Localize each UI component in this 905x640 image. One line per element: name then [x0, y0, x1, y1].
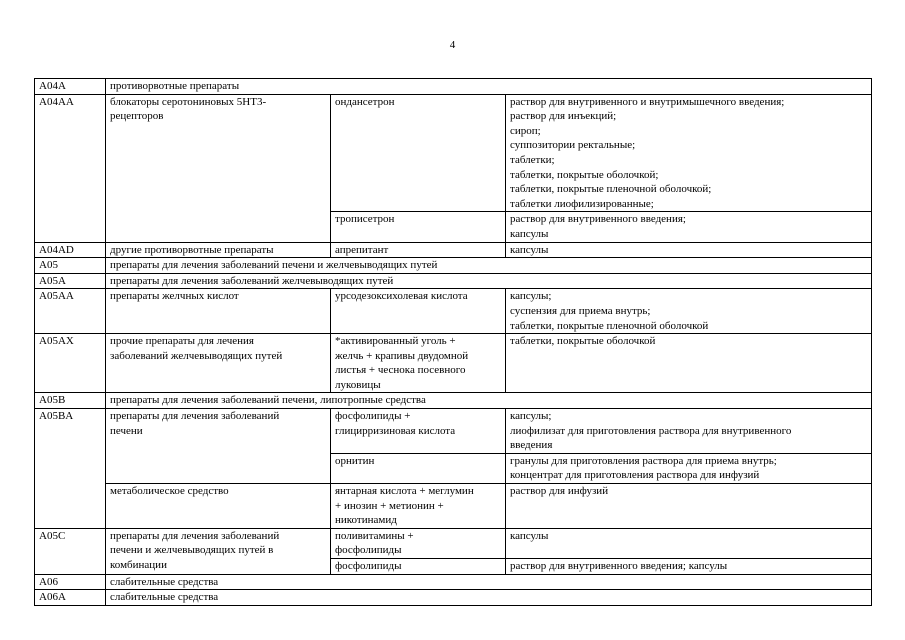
- table-row: [35, 258, 872, 274]
- atc-code-cell: A05B: [35, 393, 106, 409]
- table-row: [35, 590, 872, 606]
- table-row: [35, 289, 872, 334]
- atc-code-cell: A05BA: [35, 409, 106, 529]
- group-name-cell: препараты для лечения заболеваний печени: [106, 409, 331, 484]
- drug-name-cell: орнитин: [331, 453, 506, 483]
- table-row: [35, 393, 872, 409]
- group-name-cell: препараты для лечения заболеваний печени и желчевыводящих путей в комбинации: [106, 528, 331, 574]
- dosage-forms-cell: раствор для внутривенного введения; капсулы: [506, 559, 872, 575]
- atc-code-cell: A05AX: [35, 334, 106, 393]
- drug-name-cell: поливитамины + фосфолипиды: [331, 528, 506, 558]
- dosage-forms-cell: таблетки, покрытые оболочкой: [506, 334, 872, 393]
- dosage-forms-cell: раствор для инфузий: [506, 484, 872, 529]
- table-row: [35, 484, 872, 529]
- atc-code-cell: A04AD: [35, 242, 106, 258]
- atc-code-cell: A04AA: [35, 94, 106, 242]
- table-row: [35, 409, 872, 454]
- atc-code-cell: A05AA: [35, 289, 106, 334]
- group-name-cell: препараты для лечения заболеваний печени и желчевыводящих путей: [106, 258, 872, 274]
- table-row: [35, 334, 872, 393]
- group-name-cell: блокаторы серотониновых 5НТ3- рецепторов: [106, 94, 331, 242]
- atc-code-cell: A05: [35, 258, 106, 274]
- dosage-forms-cell: раствор для внутривенного введения; капсулы: [506, 212, 872, 242]
- drug-name-cell: янтарная кислота + меглумин + инозин + метионин + никотинамид: [331, 484, 506, 529]
- atc-code-cell: A04A: [35, 79, 106, 95]
- table-row: [35, 242, 872, 258]
- group-name-cell: препараты желчных кислот: [106, 289, 331, 334]
- drug-name-cell: апрепитант: [331, 242, 506, 258]
- group-name-cell: препараты для лечения заболеваний желчевыводящих путей: [106, 273, 872, 289]
- atc-code-cell: A05C: [35, 528, 106, 574]
- dosage-forms-cell: капсулы; суспензия для приема внутрь; таблетки, покрытые пленочной оболочкой: [506, 289, 872, 334]
- table-row: [35, 94, 872, 212]
- table-row: [35, 528, 872, 558]
- group-name-cell: слабительные средства: [106, 590, 872, 606]
- dosage-forms-cell: гранулы для приготовления раствора для приема внутрь; концентрат для приготовления раствора для инфузий: [506, 453, 872, 483]
- table-row: [35, 273, 872, 289]
- drug-name-cell: трописетрон: [331, 212, 506, 242]
- drug-classification-table: [34, 78, 872, 606]
- dosage-forms-cell: капсулы; лиофилизат для приготовления раствора для внутривенного введения: [506, 409, 872, 454]
- group-name-cell: слабительные средства: [106, 574, 872, 590]
- drug-name-cell: фосфолипиды: [331, 559, 506, 575]
- dosage-forms-cell: капсулы: [506, 528, 872, 558]
- drug-name-cell: урсодезоксихолевая кислота: [331, 289, 506, 334]
- group-name-cell: другие противорвотные препараты: [106, 242, 331, 258]
- drug-name-cell: фосфолипиды + глицирризиновая кислота: [331, 409, 506, 454]
- atc-code-cell: A06A: [35, 590, 106, 606]
- atc-code-cell: A06: [35, 574, 106, 590]
- drug-name-cell: ондансетрон: [331, 94, 506, 212]
- page-number: 4: [449, 39, 456, 51]
- table-row: [35, 79, 872, 95]
- group-name-cell: метаболическое средство: [106, 484, 331, 529]
- table-row: [35, 574, 872, 590]
- atc-code-cell: A05A: [35, 273, 106, 289]
- dosage-forms-cell: раствор для внутривенного и внутримышечного введения; раствор для инъекций; сироп; суппозитории ректальные; таблетки; таблетки, покрытые оболочкой; таблетки, покрытые пленочной оболочкой; таблетки лиофилизированные;: [506, 94, 872, 212]
- group-name-cell: противорвотные препараты: [106, 79, 872, 95]
- group-name-cell: препараты для лечения заболеваний печени, липотропные средства: [106, 393, 872, 409]
- drug-name-cell: *активированный уголь + желчь + крапивы двудомной листья + чеснока посевного луковицы: [331, 334, 506, 393]
- dosage-forms-cell: капсулы: [506, 242, 872, 258]
- group-name-cell: прочие препараты для лечения заболеваний желчевыводящих путей: [106, 334, 331, 393]
